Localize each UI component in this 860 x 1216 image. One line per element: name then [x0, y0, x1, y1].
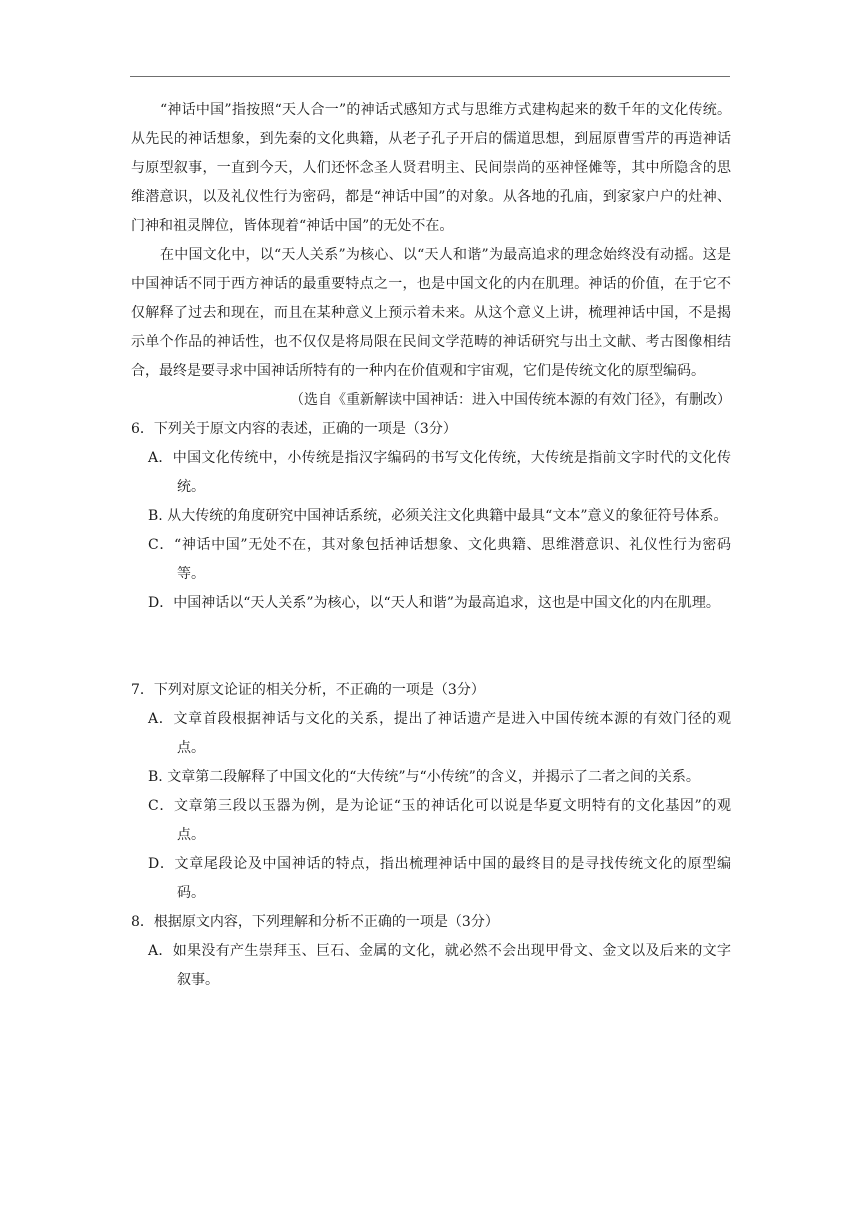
option-a: A．中国文化传统中，小传统是指汉字编码的书写文化传统，大传统是指前文字时代的文化传统。 [148, 450, 731, 495]
spacer [131, 618, 731, 676]
question-6 [131, 415, 731, 618]
option-c: C．“神话中国”无处不在，其对象包括神话想象、文化典籍、思维潜意识、礼仪性行为密码等。 [148, 537, 731, 582]
option-a: A．如果没有产生崇拜玉、巨石、金属的文化，就必然不会出现甲骨文、金文以及后来的文字叙事。 [148, 943, 731, 988]
option-d: D．中国神话以“天人关系”为核心，以“天人和谐”为最高追求，这也是中国文化的内在肌理。 [148, 595, 720, 611]
passage-source: （选自《重新解读中国神话：进入中国传统本源的有效门径》，有删改） [290, 392, 731, 408]
question-stem: 8．根据原文内容，下列理解和分析不正确的一项是（3分） [131, 914, 499, 930]
passage-paragraph-2: 在中国文化中，以“天人关系”为核心、以“天人和谐”为最高追求的理念始终没有动摇。这是中国神话不同于西方神话的最重要特点之一，也是中国文化的内在肌理。神话的价值，在于它不仅解释了过去和现在，而且在某种意义上预示着未来。从这个意义上讲，梳理神话中国，不是揭示单个作品的神话性，也不仅仅是将局限在民间文学范畴的神话研究与出土文献、考古图像相结合，最终是要寻求中国神话所特有的一种内在价值观和宇宙观，它们是传统文化的原型编码。 [131, 247, 731, 379]
question-8 [131, 908, 731, 995]
passage-paragraph-1: “神话中国”指按照“天人合一”的神话式感知方式与思维方式建构起来的数千年的文化传统。从先民的神话想象，到先秦的文化典籍，从老子孔子开启的儒道思想，到屈原曹雪芹的再造神话与原型叙事，一直到今天，人们还怀念圣人贤君明主、民间崇尚的巫神怪傩等，其中所隐含的思维潜意识，以及礼仪性行为密码，都是“神话中国”的对象。从各地的孔庙，到家家户户的灶神、门神和祖灵牌位，皆体现着“神话中国”的无处不在。 [131, 102, 731, 234]
question-stem: 6．下列关于原文内容的表述，正确的一项是（3分） [131, 421, 457, 437]
question-stem: 7．下列对原文论证的相关分析，不正确的一项是（3分） [131, 682, 485, 698]
option-b: B. 从大传统的角度研究中国神话系统，必须关注文化典籍中最具“文本”意义的象征符号体系。 [148, 508, 728, 524]
option-b: B. 文章第二段解释了中国文化的“大传统”与“小传统”的含义，并揭示了二者之间的关系。 [148, 769, 700, 785]
document-body [131, 96, 731, 995]
question-7 [131, 676, 731, 908]
header-rule [130, 76, 730, 77]
option-a: A．文章首段根据神话与文化的关系，提出了神话遗产是进入中国传统本源的有效门径的观点。 [148, 711, 731, 756]
option-d: D．文章尾段论及中国神话的特点，指出梳理神话中国的最终目的是寻找传统文化的原型编码。 [148, 856, 731, 901]
option-c: C．文章第三段以玉器为例，是为论证“玉的神话化可以说是华夏文明特有的文化基因”的观点。 [148, 798, 731, 843]
